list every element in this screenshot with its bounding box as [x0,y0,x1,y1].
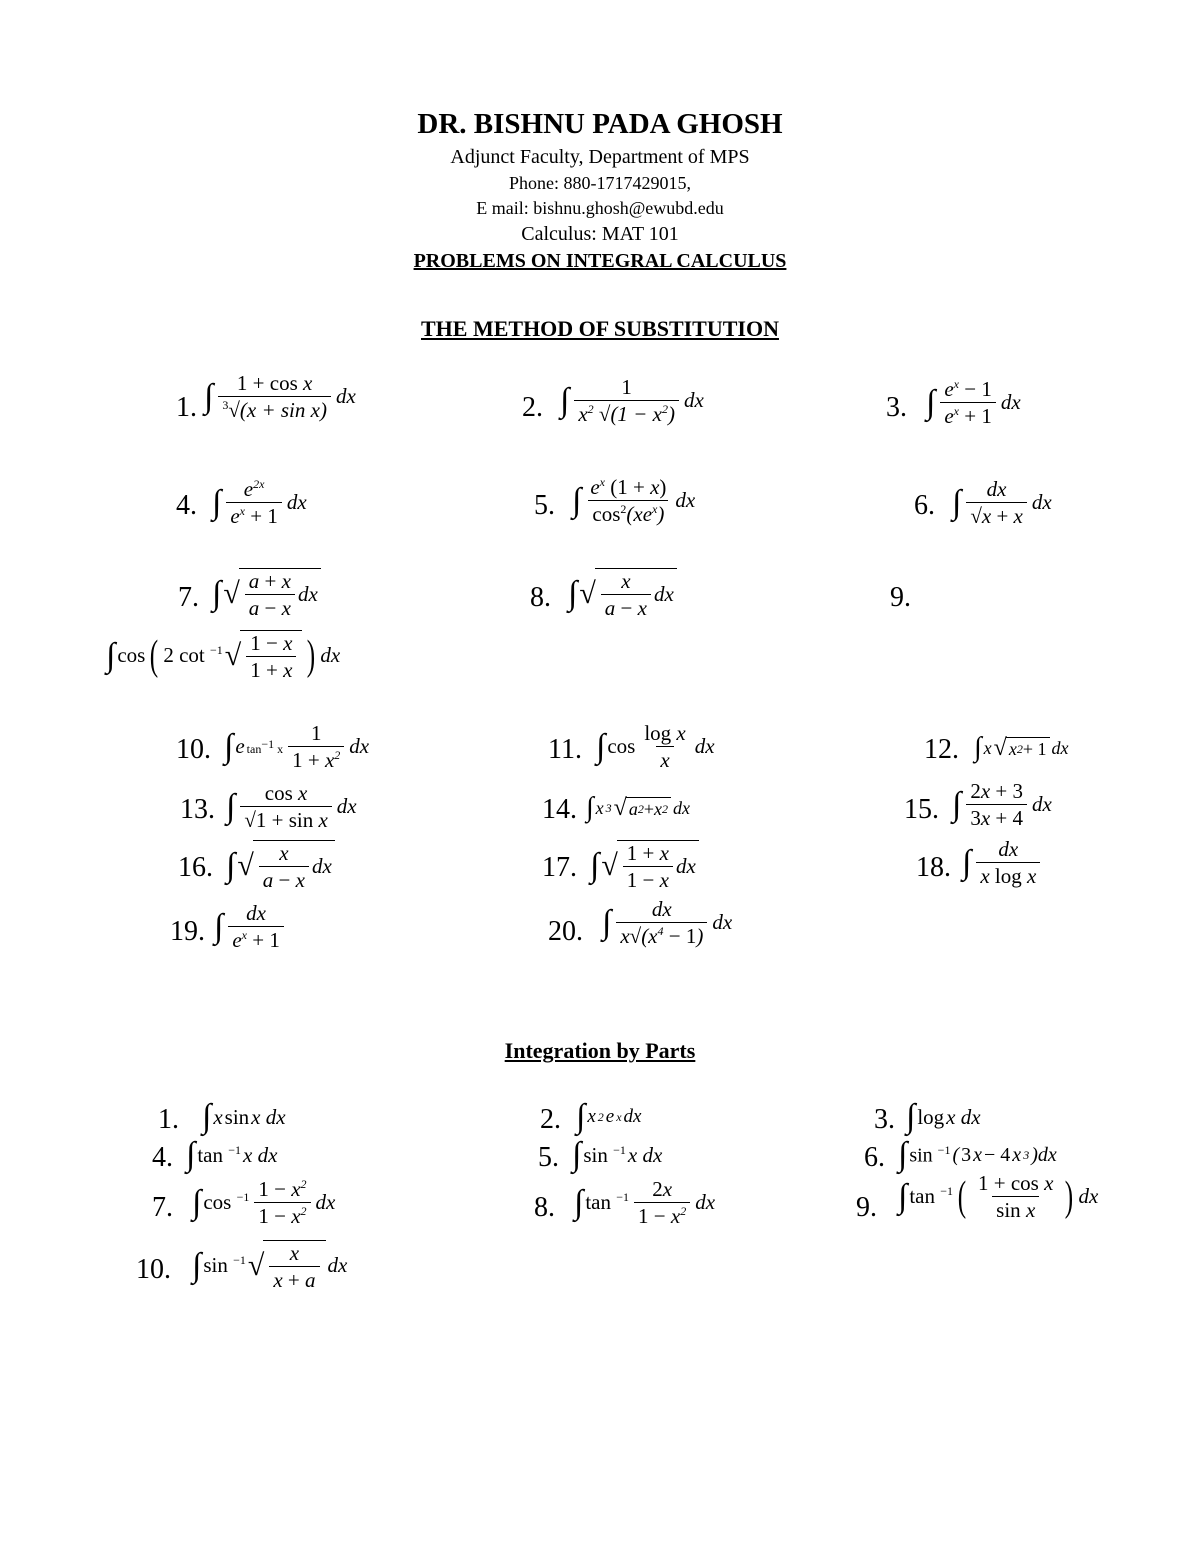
problem-number: 11. [548,734,582,765]
formula-p8: ∫ tan $^{-1}$ 2x $1 - x^2$ dx [574,1177,716,1229]
formula-p6: ∫ sin $^{-1}$ ( 3 x − 4 x 3 )dx [898,1136,1057,1173]
doc-title: PROBLEMS ON INTEGRAL CALCULUS [413,250,787,272]
formula-p2: ∫ x 2 e x dx [576,1098,642,1135]
formula-p5: ∫ sin $^{-1}$ x dx [572,1136,663,1173]
email: E mail: bishnu.ghosh@ewubd.edu [476,198,724,218]
substitution-title: THE METHOD OF SUBSTITUTION [421,316,779,341]
formula-s15: ∫ 2x + 3 3x + 4 dx [952,779,1052,831]
problem-number: 16. [178,852,213,883]
formula-s11: ∫ cos log x x dx [596,721,715,773]
formula-p3: ∫ log x dx [906,1098,981,1135]
formula-p4: ∫ tan $^{-1}$ x dx [186,1136,278,1173]
problem-number: 18. [916,852,951,883]
formula-s10: ∫ e $\tan^{-1} x$ 1 $1 + x^2$ dx [224,721,370,773]
formula-s5: ∫ $e^x$ (1 + x) $\cos^2(xe^x)$ dx [572,475,696,527]
formula-p10: ∫ sin $^{-1}$ √ x x + a dx [192,1241,348,1293]
problem-number: 3. [886,392,907,423]
problem-number: 3. [874,1104,895,1135]
formula-s2: ∫ 1 $x^2$ $√(1 - x^2)$ dx [560,375,704,427]
problem-number: 20. [548,916,583,947]
problem-number: 8. [530,582,551,613]
formula-s16: ∫ √ x a − x dx [226,840,335,891]
formula-s3: ∫ $e^x - 1$ $e^x + 1$ dx [926,377,1021,429]
author-name: DR. BISHNU PADA GHOSH [417,108,783,140]
problem-number: 4. [152,1142,173,1173]
course: Calculus: MAT 101 [521,223,679,245]
phone: Phone: 880-1717429015, [509,173,691,193]
problem-number: 13. [180,794,215,825]
problem-number: 6. [914,490,935,521]
problem-number: 2. [540,1104,561,1135]
affiliation: Adjunct Faculty, Department of MPS [450,146,750,168]
problem-number: 14. [542,794,577,825]
formula-s19: ∫ dx $e^x + 1$ [214,902,287,951]
formula-s8: ∫ √ x a − x dx [568,568,677,619]
problem-number: 9. [890,582,911,613]
problem-number: 17. [542,852,577,883]
problem-number: 5. [538,1142,559,1173]
formula-s14: ∫ x 3 √ a 2 + x 2 dx [586,792,690,823]
problem-number: 1. [176,392,197,423]
formula-s13: ∫ cos x √1 + sin x dx [226,781,357,833]
formula-s12: ∫ x √ x 2 + 1 dx [974,732,1069,763]
problem-number: 5. [534,490,555,521]
formula-s17: ∫ √ 1 + x 1 − x dx [590,840,699,891]
formula-s9: ∫ cos ( 2 cot $^{-1}$ √ 1 − x 1 + x ) dx [106,631,341,683]
problem-number: 7. [152,1192,173,1223]
parts-title: Integration by Parts [504,1038,696,1063]
problem-number: 19. [170,916,205,947]
formula-p7: ∫ cos $^{-1}$ $1 - x^2$ $1 - x^2$ dx [192,1177,336,1229]
formula-s20: ∫ dx $x√(x^4 - 1)$ dx [602,897,733,949]
formula-s4: ∫ $e^{2x}$ $e^x + 1$ dx [212,477,307,529]
problem-number: 10. [136,1254,171,1285]
problem-number: 9. [856,1192,877,1223]
problem-number: 7. [178,582,199,613]
problem-number: 12. [924,734,959,765]
formula-p1: ∫ x sin x dx [202,1098,286,1135]
problem-number: 15. [904,794,939,825]
problem-number: 6. [864,1142,885,1173]
problem-number: 1. [158,1104,179,1135]
formula-s1: ∫ 1 + cos x $^3$√(x + sin x) dx [204,371,356,423]
problem-number: 10. [176,734,211,765]
formula-s7: ∫ √ a + x a − x dx [212,568,321,619]
formula-p9: ∫ tan $^{-1}$ ( 1 + cos x sin x ) dx [898,1171,1099,1223]
formula-s18: ∫ dx x log x [962,838,1043,887]
problem-number: 4. [176,490,197,521]
problem-number: 2. [522,392,543,423]
problem-number: 8. [534,1192,555,1223]
formula-s6: ∫ dx √x + x dx [952,477,1052,529]
